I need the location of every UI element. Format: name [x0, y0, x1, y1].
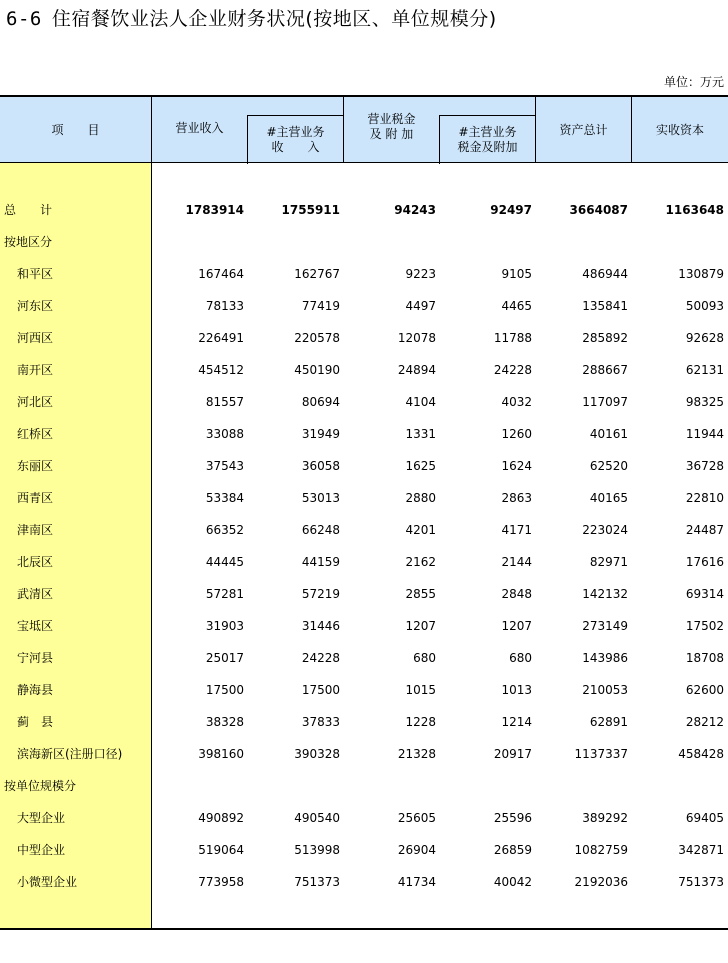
- row-value: 1228: [405, 715, 436, 729]
- row-value: 38328: [205, 715, 244, 729]
- row-value: 2848: [501, 587, 532, 601]
- row-value: 1755911: [281, 203, 340, 217]
- table-row: [0, 450, 728, 482]
- row-label: 蓟 县: [17, 715, 54, 729]
- row-value: 69405: [685, 811, 724, 825]
- row-value: [538, 226, 628, 258]
- row-value: 117097: [582, 395, 628, 409]
- row-value: 17500: [301, 683, 340, 697]
- table-number: 6-6: [6, 8, 42, 30]
- row-label: 武清区: [17, 587, 54, 601]
- table-row: [0, 482, 728, 514]
- row-value: [634, 770, 724, 802]
- row-value: 92497: [490, 203, 532, 217]
- row-value: 50093: [685, 299, 724, 313]
- row-value: 490892: [198, 811, 244, 825]
- row-value: 1137337: [574, 747, 628, 761]
- row-value: 25017: [205, 651, 244, 665]
- row-value: 519064: [198, 843, 244, 857]
- row-label: 北辰区: [17, 555, 54, 569]
- row-value: 1624: [501, 459, 532, 473]
- row-value: 1013: [501, 683, 532, 697]
- table-row: [0, 610, 728, 642]
- row-value: 66352: [205, 523, 244, 537]
- table-title: [6, 4, 497, 31]
- row-label: 宝坻区: [17, 619, 54, 633]
- row-label: 东丽区: [17, 459, 54, 473]
- row-value: 12078: [397, 331, 436, 345]
- row-value: 31446: [301, 619, 340, 633]
- row-value: 1207: [405, 619, 436, 633]
- row-value: 1163648: [665, 203, 724, 217]
- row-value: [346, 770, 436, 802]
- row-value: 40161: [589, 427, 628, 441]
- row-value: 21328: [397, 747, 436, 761]
- row-value: 11944: [685, 427, 724, 441]
- row-value: 81557: [205, 395, 244, 409]
- row-value: 4465: [501, 299, 532, 313]
- header-divider: [631, 97, 632, 163]
- row-label: 津南区: [17, 523, 54, 537]
- header-business-tax: 营业税金 及 附 加: [367, 112, 416, 141]
- row-value: 2192036: [574, 875, 628, 889]
- header-total-assets: 资产总计: [559, 122, 608, 137]
- row-value: 4104: [405, 395, 436, 409]
- table-row: [0, 642, 728, 674]
- row-value: 3664087: [569, 203, 628, 217]
- row-value: 450190: [294, 363, 340, 377]
- table-row: [0, 418, 728, 450]
- row-value: [346, 226, 436, 258]
- row-value: 751373: [678, 875, 724, 889]
- table-row: [0, 290, 728, 322]
- row-value: 4497: [405, 299, 436, 313]
- unit-label: 单位：万元: [663, 75, 724, 89]
- row-label: 和平区: [17, 267, 54, 281]
- row-value: 1625: [405, 459, 436, 473]
- row-label: 河西区: [17, 331, 54, 345]
- row-value: 40042: [493, 875, 532, 889]
- table-row: [0, 674, 728, 706]
- table-row: [0, 706, 728, 738]
- row-value: 2162: [405, 555, 436, 569]
- row-value: [154, 226, 244, 258]
- header-item: 项 目: [51, 122, 100, 137]
- row-value: [250, 770, 340, 802]
- row-value: 18708: [685, 651, 724, 665]
- row-value: 98325: [685, 395, 724, 409]
- subheader-box: [439, 115, 536, 164]
- row-value: 458428: [678, 747, 724, 761]
- row-value: 142132: [582, 587, 628, 601]
- row-value: [250, 226, 340, 258]
- row-value: 36728: [685, 459, 724, 473]
- row-value: 37543: [205, 459, 244, 473]
- row-value: 24894: [397, 363, 436, 377]
- table-title-text: 住宿餐饮业法人企业财务状况(按地区、单位规模分): [51, 8, 497, 30]
- table-row: [0, 546, 728, 578]
- row-value: 94243: [394, 203, 436, 217]
- row-value: 486944: [582, 267, 628, 281]
- row-value: 25605: [397, 811, 436, 825]
- row-value: 28212: [685, 715, 724, 729]
- table-row: [0, 738, 728, 770]
- row-value: 26904: [397, 843, 436, 857]
- row-value: 226491: [198, 331, 244, 345]
- row-value: 1783914: [185, 203, 244, 217]
- row-value: 2855: [405, 587, 436, 601]
- row-value: 513998: [294, 843, 340, 857]
- row-value: 4171: [501, 523, 532, 537]
- row-value: 66248: [301, 523, 340, 537]
- row-value: 11788: [493, 331, 532, 345]
- row-value: 167464: [198, 267, 244, 281]
- row-label: 滨海新区(注册口径): [17, 747, 123, 761]
- table-row: [0, 354, 728, 386]
- row-value: 135841: [582, 299, 628, 313]
- row-value: 53384: [205, 491, 244, 505]
- row-value: [538, 770, 628, 802]
- subheader-box: [247, 115, 344, 164]
- row-value: 20917: [493, 747, 532, 761]
- row-value: [442, 770, 532, 802]
- section-heading-row: [0, 226, 728, 258]
- row-label: 静海县: [17, 683, 54, 697]
- table-row: [0, 514, 728, 546]
- total-row: [0, 194, 728, 226]
- header-main-business-tax: #主营业务 税金及附加: [457, 124, 518, 154]
- row-value: 24228: [301, 651, 340, 665]
- row-value: 17500: [205, 683, 244, 697]
- row-label: 总 计: [4, 203, 53, 217]
- row-value: 78133: [205, 299, 244, 313]
- row-value: 4201: [405, 523, 436, 537]
- row-value: 773958: [198, 875, 244, 889]
- table-row: [0, 258, 728, 290]
- row-value: 44445: [205, 555, 244, 569]
- row-value: 31903: [205, 619, 244, 633]
- row-value: 17616: [685, 555, 724, 569]
- row-value: 210053: [582, 683, 628, 697]
- row-value: 162767: [294, 267, 340, 281]
- row-value: 41734: [397, 875, 436, 889]
- row-value: 454512: [198, 363, 244, 377]
- header-paid-in-capital: 实收资本: [655, 122, 704, 137]
- row-value: 1015: [405, 683, 436, 697]
- row-value: 398160: [198, 747, 244, 761]
- row-value: 69314: [685, 587, 724, 601]
- row-value: 77419: [301, 299, 340, 313]
- row-value: 223024: [582, 523, 628, 537]
- row-value: [442, 226, 532, 258]
- row-label: 中型企业: [17, 843, 66, 857]
- row-value: [634, 226, 724, 258]
- row-label: 河东区: [17, 299, 54, 313]
- row-value: 31949: [301, 427, 340, 441]
- row-label: 南开区: [17, 363, 54, 377]
- row-value: 1214: [501, 715, 532, 729]
- row-label: 河北区: [17, 395, 54, 409]
- row-value: 288667: [582, 363, 628, 377]
- row-value: 2880: [405, 491, 436, 505]
- row-value: 36058: [301, 459, 340, 473]
- header-revenue: 营业收入: [175, 121, 224, 135]
- row-value: 24487: [685, 523, 724, 537]
- row-value: 490540: [294, 811, 340, 825]
- row-value: 389292: [582, 811, 628, 825]
- row-value: 1207: [501, 619, 532, 633]
- row-label: 西青区: [17, 491, 54, 505]
- row-label: 按单位规模分: [4, 779, 77, 793]
- row-value: 33088: [205, 427, 244, 441]
- section-heading-row: [0, 770, 728, 802]
- row-value: 82971: [589, 555, 628, 569]
- table-row: [0, 834, 728, 866]
- row-value: 680: [509, 651, 532, 665]
- table-row: [0, 578, 728, 610]
- row-value: 80694: [301, 395, 340, 409]
- row-value: 1331: [405, 427, 436, 441]
- row-value: 390328: [294, 747, 340, 761]
- table-header: [0, 97, 728, 163]
- row-value: 57281: [205, 587, 244, 601]
- table-row: [0, 386, 728, 418]
- row-value: 9105: [501, 267, 532, 281]
- row-value: 26859: [493, 843, 532, 857]
- row-value: 143986: [582, 651, 628, 665]
- row-value: 37833: [301, 715, 340, 729]
- row-value: 1260: [501, 427, 532, 441]
- row-label: 宁河县: [17, 651, 54, 665]
- row-value: 751373: [294, 875, 340, 889]
- table-row: [0, 866, 728, 898]
- row-value: 62891: [589, 715, 628, 729]
- row-value: 40165: [589, 491, 628, 505]
- bottom-rule: [0, 928, 728, 930]
- row-value: 130879: [678, 267, 724, 281]
- row-value: 4032: [501, 395, 532, 409]
- row-value: 1082759: [574, 843, 628, 857]
- table-row: [0, 802, 728, 834]
- row-value: 57219: [301, 587, 340, 601]
- row-value: 53013: [301, 491, 340, 505]
- row-value: 44159: [301, 555, 340, 569]
- row-label: 大型企业: [17, 811, 66, 825]
- row-value: 62520: [589, 459, 628, 473]
- row-label: 红桥区: [17, 427, 54, 441]
- row-value: [154, 770, 244, 802]
- row-value: 24228: [493, 363, 532, 377]
- row-value: 17502: [685, 619, 724, 633]
- row-value: 2144: [501, 555, 532, 569]
- row-value: 62600: [685, 683, 724, 697]
- row-label: 按地区分: [4, 235, 53, 249]
- row-value: 9223: [405, 267, 436, 281]
- row-value: 62131: [685, 363, 724, 377]
- row-label: 小微型企业: [17, 875, 78, 889]
- row-value: 285892: [582, 331, 628, 345]
- row-value: 342871: [678, 843, 724, 857]
- row-value: 22810: [685, 491, 724, 505]
- row-value: 680: [413, 651, 436, 665]
- table-row: [0, 322, 728, 354]
- row-value: 2863: [501, 491, 532, 505]
- row-value: 273149: [582, 619, 628, 633]
- row-value: 92628: [685, 331, 724, 345]
- header-divider: [151, 97, 152, 163]
- row-value: 25596: [493, 811, 532, 825]
- header-main-revenue: #主营业务 收 入: [266, 124, 325, 154]
- row-value: 220578: [294, 331, 340, 345]
